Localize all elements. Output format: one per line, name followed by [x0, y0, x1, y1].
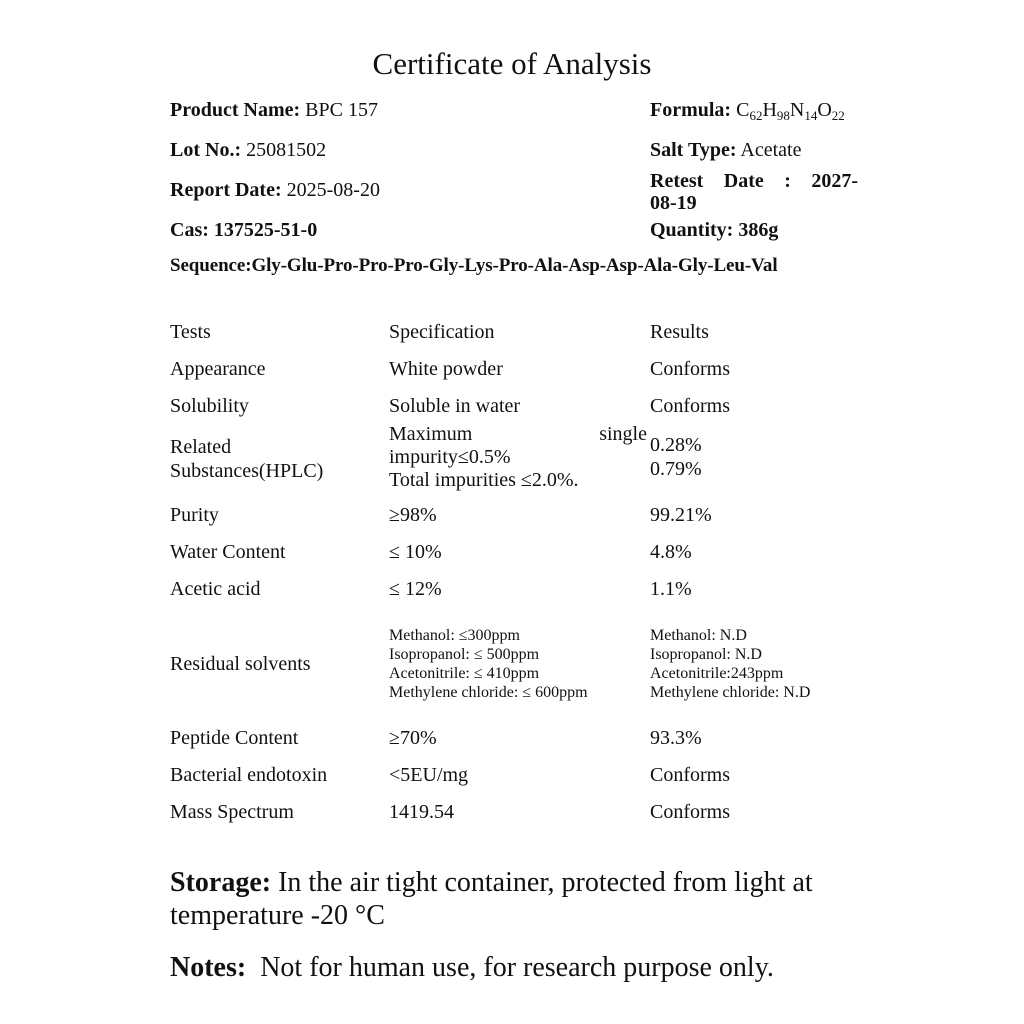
- cas-label: Cas:: [170, 219, 209, 241]
- notes-label: Notes:: [170, 952, 247, 983]
- retest-colon: :: [784, 170, 791, 192]
- retest-value-a: 2027-: [811, 170, 858, 192]
- test-name: Appearance: [170, 358, 266, 380]
- table-row: [170, 794, 870, 831]
- test-result: Conforms: [650, 358, 730, 380]
- test-spec: ≤ 10%: [389, 541, 442, 563]
- salt-type-label: Salt Type:: [650, 139, 737, 161]
- storage-text: In the air tight container, protected from light at temperature -20 °C: [170, 867, 813, 931]
- table-row: [170, 757, 870, 794]
- test-name: Bacterial endotoxin: [170, 764, 328, 786]
- retest-label-a: Retest: [650, 170, 704, 192]
- test-result: 1.1%: [650, 578, 692, 600]
- quantity-field: [650, 219, 778, 242]
- product-name-label: Product Name:: [170, 99, 301, 121]
- table-row: [170, 534, 870, 571]
- test-result: Conforms: [650, 764, 730, 786]
- table-row: [170, 388, 870, 425]
- test-name: Mass Spectrum: [170, 801, 294, 823]
- test-result: Conforms: [650, 801, 730, 823]
- storage-label: Storage:: [170, 867, 272, 898]
- retest-value-b: 08-19: [650, 192, 697, 214]
- test-name: Residual solvents: [170, 652, 311, 675]
- formula-value: $C_{62}H_{98}N_{14}O_{22}$: [736, 99, 845, 123]
- salt-type-value: Acetate: [740, 139, 802, 161]
- cas-field: [170, 219, 317, 242]
- test-spec: White powder: [389, 358, 503, 380]
- report-date-label: Report Date:: [170, 179, 282, 201]
- retest-label-b: Date: [723, 170, 764, 192]
- table-row: [170, 720, 870, 757]
- test-spec: ≥98%: [389, 504, 437, 526]
- lot-value: 25081502: [246, 139, 327, 161]
- test-spec: <5EU/mg: [389, 764, 469, 786]
- notes-section: [170, 952, 774, 984]
- test-result: Methanol: N.D Isopropanol: N.D Acetonitrile:243ppm Methylene chloride: N.D: [650, 627, 811, 701]
- table-row: [170, 571, 870, 608]
- cas-value: 137525-51-0: [213, 219, 318, 241]
- test-result: 4.8%: [650, 541, 692, 563]
- lot-label: Lot No.:: [170, 139, 242, 161]
- test-spec: 1419.54: [389, 801, 454, 823]
- formula-field: [650, 99, 845, 124]
- test-spec: ≥70%: [389, 727, 437, 749]
- test-name: Acetic acid: [170, 578, 261, 600]
- results-table: [170, 314, 870, 831]
- storage-section: [170, 866, 890, 932]
- sequence-field: [170, 255, 778, 277]
- retest-date-field: [650, 170, 858, 214]
- test-name: Purity: [170, 504, 219, 526]
- test-spec: Methanol: ≤300ppm Isopropanol: ≤ 500ppm Acetonitrile: ≤ 410ppm Methylene chloride: ≤ 600ppm: [389, 627, 588, 701]
- formula-label: Formula:: [650, 99, 732, 121]
- test-name: Solubility: [170, 395, 249, 417]
- sequence-label: Sequence:: [170, 255, 252, 276]
- sequence-value: Gly-Glu-Pro-Pro-Pro-Gly-Lys-Pro-Ala-Asp-Asp-Ala-Gly-Leu-Val: [251, 255, 778, 276]
- document-title: Certificate of Analysis: [372, 46, 652, 81]
- table-row: [170, 497, 870, 534]
- header-tests: Tests: [170, 321, 211, 343]
- test-spec: Soluble in water: [389, 395, 521, 417]
- header-results: Results: [650, 321, 709, 343]
- test-name: Water Content: [170, 541, 286, 563]
- report-date-value: 2025-08-20: [286, 179, 380, 201]
- test-result: 0.28% 0.79%: [650, 434, 702, 480]
- table-row: [170, 425, 870, 497]
- product-name-field: [170, 99, 378, 122]
- test-result: Conforms: [650, 395, 730, 417]
- test-result: 99.21%: [650, 504, 712, 526]
- table-header-row: [170, 314, 870, 351]
- test-name: Peptide Content: [170, 727, 299, 749]
- notes-text: Not for human use, for research purpose only.: [260, 952, 774, 983]
- report-date-field: [170, 179, 380, 202]
- table-row: [170, 351, 870, 388]
- quantity-label: Quantity:: [650, 219, 734, 241]
- lot-field: [170, 139, 326, 162]
- table-row: [170, 608, 870, 720]
- product-name-value: BPC 157: [305, 99, 378, 121]
- header-specification: Specification: [389, 321, 495, 343]
- test-result: 93.3%: [650, 727, 702, 749]
- test-spec: ≤ 12%: [389, 578, 442, 600]
- test-spec: Maximum single impurity≤0.5% Total impurities ≤2.0%.: [389, 423, 647, 491]
- quantity-value: 386g: [738, 219, 779, 241]
- salt-type-field: [650, 139, 801, 162]
- test-name: Related Substances(HPLC): [170, 436, 324, 482]
